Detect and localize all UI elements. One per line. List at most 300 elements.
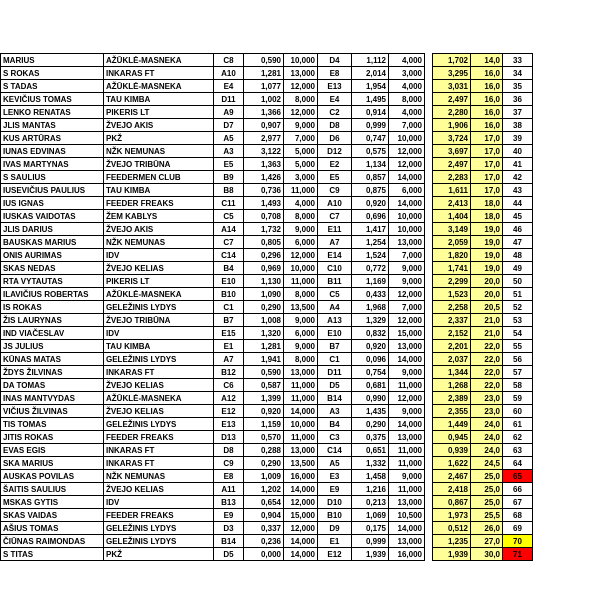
- sector-2-cell: A7: [318, 236, 352, 249]
- sector-2-cell: E2: [318, 158, 352, 171]
- total-weight-cell: 1,344: [433, 366, 471, 379]
- weight-1-cell: 1,399: [244, 392, 284, 405]
- points-2-cell: 7,000: [389, 119, 425, 132]
- total-weight-cell: 1,523: [433, 288, 471, 301]
- team-name-cell: FEEDER FREAKS: [104, 509, 214, 522]
- spacer-cell: [425, 535, 433, 548]
- table-row: [1, 158, 533, 171]
- points-1-cell: 10,000: [284, 262, 318, 275]
- points-1-cell: 16,000: [284, 470, 318, 483]
- weight-1-cell: 0,904: [244, 509, 284, 522]
- sector-2-cell: E1: [318, 535, 352, 548]
- total-weight-cell: 1,611: [433, 184, 471, 197]
- weight-1-cell: 1,008: [244, 314, 284, 327]
- total-weight-cell: 3,149: [433, 223, 471, 236]
- table-row: [1, 366, 533, 379]
- total-points-cell: 16,0: [471, 106, 503, 119]
- team-name-cell: IDV: [104, 327, 214, 340]
- spacer-cell: [425, 184, 433, 197]
- total-points-cell: 30,0: [471, 548, 503, 561]
- total-points-cell: 19,0: [471, 236, 503, 249]
- place-cell: 56: [503, 353, 533, 366]
- points-1-cell: 14,000: [284, 483, 318, 496]
- place-cell: 39: [503, 132, 533, 145]
- results-table: [0, 53, 533, 561]
- weight-1-cell: 0,236: [244, 535, 284, 548]
- total-weight-cell: 2,280: [433, 106, 471, 119]
- participant-name-cell: IS ROKAS: [1, 301, 104, 314]
- weight-1-cell: 1,366: [244, 106, 284, 119]
- team-name-cell: GELEŽINIS LYDYS: [104, 418, 214, 431]
- place-cell: 62: [503, 431, 533, 444]
- sector-2-cell: C3: [318, 431, 352, 444]
- sector-1-cell: B9: [214, 171, 244, 184]
- participant-name-cell: SKAS NEDAS: [1, 262, 104, 275]
- participant-name-cell: KUS ARTŪRAS: [1, 132, 104, 145]
- total-weight-cell: 2,283: [433, 171, 471, 184]
- participant-name-cell: IVAS MARTYNAS: [1, 158, 104, 171]
- table-row: [1, 80, 533, 93]
- place-cell: 55: [503, 340, 533, 353]
- table-row: [1, 379, 533, 392]
- team-name-cell: INKARAS FT: [104, 67, 214, 80]
- weight-1-cell: 2,977: [244, 132, 284, 145]
- sector-2-cell: E8: [318, 67, 352, 80]
- weight-2-cell: 0,651: [352, 444, 389, 457]
- weight-1-cell: 1,732: [244, 223, 284, 236]
- table-row: [1, 509, 533, 522]
- table-row: [1, 340, 533, 353]
- weight-1-cell: 0,708: [244, 210, 284, 223]
- points-1-cell: 11,000: [284, 184, 318, 197]
- table-row: [1, 106, 533, 119]
- place-cell: 64: [503, 457, 533, 470]
- sector-1-cell: D13: [214, 431, 244, 444]
- table-row: [1, 119, 533, 132]
- sector-2-cell: B11: [318, 275, 352, 288]
- total-points-cell: 25,0: [471, 496, 503, 509]
- weight-2-cell: 0,175: [352, 522, 389, 535]
- weight-1-cell: 1,426: [244, 171, 284, 184]
- participant-name-cell: SKA MARIUS: [1, 457, 104, 470]
- spacer-cell: [425, 379, 433, 392]
- points-1-cell: 10,000: [284, 418, 318, 431]
- sector-2-cell: B14: [318, 392, 352, 405]
- participant-name-cell: ŽIS LAURYNAS: [1, 314, 104, 327]
- place-cell: 47: [503, 236, 533, 249]
- participant-name-cell: S ROKAS: [1, 67, 104, 80]
- total-weight-cell: 1,622: [433, 457, 471, 470]
- points-1-cell: 11,000: [284, 431, 318, 444]
- team-name-cell: NŽK NEMUNAS: [104, 145, 214, 158]
- participant-name-cell: IUSKAS VAIDOTAS: [1, 210, 104, 223]
- points-1-cell: 12,000: [284, 249, 318, 262]
- place-cell: 69: [503, 522, 533, 535]
- points-2-cell: 13,000: [389, 340, 425, 353]
- points-2-cell: 11,000: [389, 483, 425, 496]
- total-weight-cell: 2,037: [433, 353, 471, 366]
- table-row: [1, 496, 533, 509]
- participant-name-cell: INAS MANTVYDAS: [1, 392, 104, 405]
- weight-2-cell: 0,875: [352, 184, 389, 197]
- place-cell: 60: [503, 405, 533, 418]
- total-points-cell: 24,0: [471, 431, 503, 444]
- place-cell: 34: [503, 67, 533, 80]
- points-2-cell: 7,000: [389, 249, 425, 262]
- weight-2-cell: 0,375: [352, 431, 389, 444]
- total-weight-cell: 2,389: [433, 392, 471, 405]
- team-name-cell: ŽVEJO KELIAS: [104, 379, 214, 392]
- sector-1-cell: B8: [214, 184, 244, 197]
- sector-2-cell: B10: [318, 509, 352, 522]
- participant-name-cell: KŪNAS MATAS: [1, 353, 104, 366]
- table-row: [1, 457, 533, 470]
- total-weight-cell: 2,355: [433, 405, 471, 418]
- total-points-cell: 17,0: [471, 145, 503, 158]
- weight-1-cell: 0,590: [244, 54, 284, 67]
- points-1-cell: 15,000: [284, 509, 318, 522]
- sector-2-cell: E3: [318, 470, 352, 483]
- team-name-cell: ŽVEJO KELIAS: [104, 405, 214, 418]
- team-name-cell: ŽVEJO KELIAS: [104, 483, 214, 496]
- sector-1-cell: B12: [214, 366, 244, 379]
- weight-1-cell: 1,159: [244, 418, 284, 431]
- points-2-cell: 11,000: [389, 379, 425, 392]
- team-name-cell: TAU KIMBA: [104, 93, 214, 106]
- sector-1-cell: A12: [214, 392, 244, 405]
- spacer-cell: [425, 366, 433, 379]
- total-weight-cell: 1,235: [433, 535, 471, 548]
- points-2-cell: 14,000: [389, 353, 425, 366]
- weight-1-cell: 3,122: [244, 145, 284, 158]
- total-points-cell: 18,0: [471, 197, 503, 210]
- spacer-cell: [425, 392, 433, 405]
- participant-name-cell: KEVIČIUS TOMAS: [1, 93, 104, 106]
- points-2-cell: 9,000: [389, 275, 425, 288]
- table-row: [1, 236, 533, 249]
- points-2-cell: 6,000: [389, 184, 425, 197]
- place-cell: 45: [503, 210, 533, 223]
- total-points-cell: 25,0: [471, 483, 503, 496]
- spacer-cell: [425, 457, 433, 470]
- points-1-cell: 12,000: [284, 496, 318, 509]
- place-cell: 61: [503, 418, 533, 431]
- weight-2-cell: 0,747: [352, 132, 389, 145]
- weight-1-cell: 0,337: [244, 522, 284, 535]
- sector-1-cell: A10: [214, 67, 244, 80]
- points-1-cell: 14,000: [284, 405, 318, 418]
- total-weight-cell: 0,512: [433, 522, 471, 535]
- table-row: [1, 223, 533, 236]
- points-1-cell: 12,000: [284, 80, 318, 93]
- sector-2-cell: E14: [318, 249, 352, 262]
- sector-1-cell: E12: [214, 405, 244, 418]
- spacer-cell: [425, 444, 433, 457]
- team-name-cell: IDV: [104, 496, 214, 509]
- total-points-cell: 24,0: [471, 444, 503, 457]
- sector-2-cell: A5: [318, 457, 352, 470]
- sector-1-cell: E5: [214, 158, 244, 171]
- weight-2-cell: 0,290: [352, 418, 389, 431]
- total-points-cell: 19,0: [471, 262, 503, 275]
- points-2-cell: 10,000: [389, 210, 425, 223]
- weight-2-cell: 2,014: [352, 67, 389, 80]
- table-row: [1, 132, 533, 145]
- sector-2-cell: C2: [318, 106, 352, 119]
- spacer-cell: [425, 418, 433, 431]
- total-points-cell: 25,5: [471, 509, 503, 522]
- place-cell: 65: [503, 470, 533, 483]
- team-name-cell: ŽVEJO TRIBŪNA: [104, 314, 214, 327]
- sector-1-cell: E8: [214, 470, 244, 483]
- total-weight-cell: 1,268: [433, 379, 471, 392]
- total-weight-cell: 2,497: [433, 93, 471, 106]
- place-cell: 41: [503, 158, 533, 171]
- weight-2-cell: 1,216: [352, 483, 389, 496]
- weight-1-cell: 1,363: [244, 158, 284, 171]
- points-2-cell: 13,000: [389, 496, 425, 509]
- table-row: [1, 184, 533, 197]
- total-weight-cell: 1,820: [433, 249, 471, 262]
- team-name-cell: PKŽ: [104, 132, 214, 145]
- total-points-cell: 16,0: [471, 119, 503, 132]
- points-2-cell: 14,000: [389, 418, 425, 431]
- team-name-cell: ŽVEJO AKIS: [104, 223, 214, 236]
- table-row: [1, 288, 533, 301]
- participant-name-cell: JLIS DARIUS: [1, 223, 104, 236]
- table-row: [1, 171, 533, 184]
- table-row: [1, 262, 533, 275]
- team-name-cell: INKARAS FT: [104, 444, 214, 457]
- sector-1-cell: D7: [214, 119, 244, 132]
- place-cell: 68: [503, 509, 533, 522]
- total-points-cell: 25,0: [471, 470, 503, 483]
- participant-name-cell: IUS IGNAS: [1, 197, 104, 210]
- sector-2-cell: B4: [318, 418, 352, 431]
- total-points-cell: 17,0: [471, 171, 503, 184]
- team-name-cell: GELEŽINIS LYDYS: [104, 353, 214, 366]
- place-cell: 38: [503, 119, 533, 132]
- team-name-cell: ŽVEJO TRIBŪNA: [104, 158, 214, 171]
- spacer-cell: [425, 353, 433, 366]
- place-cell: 63: [503, 444, 533, 457]
- weight-2-cell: 0,920: [352, 340, 389, 353]
- weight-2-cell: 0,575: [352, 145, 389, 158]
- points-2-cell: 13,000: [389, 431, 425, 444]
- participant-name-cell: ŠAITIS SAULIUS: [1, 483, 104, 496]
- sector-2-cell: C7: [318, 210, 352, 223]
- total-points-cell: 19,0: [471, 223, 503, 236]
- results-table-body: [1, 54, 533, 561]
- total-points-cell: 23,0: [471, 405, 503, 418]
- points-2-cell: 14,000: [389, 171, 425, 184]
- participant-name-cell: TIS TOMAS: [1, 418, 104, 431]
- sector-1-cell: D11: [214, 93, 244, 106]
- spacer-cell: [425, 262, 433, 275]
- sector-2-cell: E4: [318, 93, 352, 106]
- participant-name-cell: MSKAS GYTIS: [1, 496, 104, 509]
- table-row: [1, 522, 533, 535]
- weight-1-cell: 0,000: [244, 548, 284, 561]
- weight-1-cell: 0,296: [244, 249, 284, 262]
- weight-1-cell: 0,288: [244, 444, 284, 457]
- place-cell: 71: [503, 548, 533, 561]
- table-row: [1, 418, 533, 431]
- sector-2-cell: E9: [318, 483, 352, 496]
- sector-2-cell: E11: [318, 223, 352, 236]
- sector-1-cell: C8: [214, 54, 244, 67]
- total-points-cell: 22,0: [471, 379, 503, 392]
- points-2-cell: 16,000: [389, 548, 425, 561]
- sector-1-cell: B13: [214, 496, 244, 509]
- total-points-cell: 22,0: [471, 340, 503, 353]
- total-points-cell: 21,0: [471, 314, 503, 327]
- place-cell: 35: [503, 80, 533, 93]
- sector-1-cell: A7: [214, 353, 244, 366]
- total-points-cell: 23,0: [471, 392, 503, 405]
- sector-1-cell: E1: [214, 340, 244, 353]
- points-1-cell: 5,000: [284, 158, 318, 171]
- total-points-cell: 24,0: [471, 418, 503, 431]
- place-cell: 58: [503, 379, 533, 392]
- team-name-cell: INKARAS FT: [104, 457, 214, 470]
- sector-2-cell: B7: [318, 340, 352, 353]
- spacer-cell: [425, 106, 433, 119]
- points-2-cell: 10,500: [389, 509, 425, 522]
- spacer-cell: [425, 119, 433, 132]
- participant-name-cell: BAUSKAS MARIUS: [1, 236, 104, 249]
- weight-2-cell: 1,112: [352, 54, 389, 67]
- place-cell: 44: [503, 197, 533, 210]
- total-weight-cell: 1,702: [433, 54, 471, 67]
- points-1-cell: 13,000: [284, 444, 318, 457]
- sector-1-cell: A9: [214, 106, 244, 119]
- sector-2-cell: D8: [318, 119, 352, 132]
- points-2-cell: 14,000: [389, 197, 425, 210]
- table-row: [1, 54, 533, 67]
- spacer-cell: [425, 158, 433, 171]
- total-weight-cell: 2,059: [433, 236, 471, 249]
- sector-1-cell: E10: [214, 275, 244, 288]
- points-1-cell: 11,000: [284, 392, 318, 405]
- points-1-cell: 4,000: [284, 197, 318, 210]
- spacer-cell: [425, 54, 433, 67]
- points-2-cell: 11,000: [389, 457, 425, 470]
- team-name-cell: TAU KIMBA: [104, 340, 214, 353]
- total-weight-cell: 2,418: [433, 483, 471, 496]
- sector-1-cell: B10: [214, 288, 244, 301]
- team-name-cell: TAU KIMBA: [104, 184, 214, 197]
- team-name-cell: PKŽ: [104, 548, 214, 561]
- weight-2-cell: 1,458: [352, 470, 389, 483]
- weight-2-cell: 1,329: [352, 314, 389, 327]
- points-2-cell: 9,000: [389, 262, 425, 275]
- points-1-cell: 14,000: [284, 535, 318, 548]
- weight-1-cell: 1,077: [244, 80, 284, 93]
- sector-2-cell: D10: [318, 496, 352, 509]
- points-2-cell: 12,000: [389, 314, 425, 327]
- weight-2-cell: 0,096: [352, 353, 389, 366]
- weight-2-cell: 1,939: [352, 548, 389, 561]
- spacer-cell: [425, 470, 433, 483]
- sector-1-cell: D3: [214, 522, 244, 535]
- points-2-cell: 8,000: [389, 93, 425, 106]
- points-2-cell: 13,000: [389, 535, 425, 548]
- place-cell: 46: [503, 223, 533, 236]
- weight-2-cell: 0,772: [352, 262, 389, 275]
- points-2-cell: 3,000: [389, 67, 425, 80]
- participant-name-cell: ČIŪNAS RAIMONDAS: [1, 535, 104, 548]
- weight-1-cell: 1,281: [244, 340, 284, 353]
- sector-1-cell: D5: [214, 548, 244, 561]
- weight-1-cell: 1,002: [244, 93, 284, 106]
- participant-name-cell: IUNAS EDVINAS: [1, 145, 104, 158]
- total-weight-cell: 2,497: [433, 158, 471, 171]
- sector-1-cell: B14: [214, 535, 244, 548]
- table-row: [1, 431, 533, 444]
- place-cell: 67: [503, 496, 533, 509]
- table-row: [1, 535, 533, 548]
- sector-2-cell: E10: [318, 327, 352, 340]
- weight-1-cell: 1,009: [244, 470, 284, 483]
- total-weight-cell: 1,939: [433, 548, 471, 561]
- points-2-cell: 4,000: [389, 80, 425, 93]
- table-row: [1, 483, 533, 496]
- sector-1-cell: B7: [214, 314, 244, 327]
- points-1-cell: 13,500: [284, 457, 318, 470]
- points-1-cell: 12,000: [284, 106, 318, 119]
- participant-name-cell: ONIS AURIMAS: [1, 249, 104, 262]
- place-cell: 36: [503, 93, 533, 106]
- total-weight-cell: 1,449: [433, 418, 471, 431]
- participant-name-cell: LENKO RENATAS: [1, 106, 104, 119]
- weight-1-cell: 0,920: [244, 405, 284, 418]
- sector-2-cell: C1: [318, 353, 352, 366]
- spacer-cell: [425, 171, 433, 184]
- points-2-cell: 9,000: [389, 405, 425, 418]
- points-2-cell: 10,000: [389, 223, 425, 236]
- spacer-cell: [425, 483, 433, 496]
- total-points-cell: 27,0: [471, 535, 503, 548]
- team-name-cell: INKARAS FT: [104, 366, 214, 379]
- total-points-cell: 20,0: [471, 288, 503, 301]
- sector-1-cell: E13: [214, 418, 244, 431]
- total-weight-cell: 0,945: [433, 431, 471, 444]
- spacer-cell: [425, 301, 433, 314]
- team-name-cell: IDV: [104, 249, 214, 262]
- place-cell: 66: [503, 483, 533, 496]
- table-row: [1, 392, 533, 405]
- participant-name-cell: AŠIUS TOMAS: [1, 522, 104, 535]
- team-name-cell: GELEŽINIS LYDYS: [104, 535, 214, 548]
- total-points-cell: 22,0: [471, 353, 503, 366]
- points-2-cell: 14,000: [389, 522, 425, 535]
- total-points-cell: 16,0: [471, 67, 503, 80]
- table-row: [1, 93, 533, 106]
- points-1-cell: 8,000: [284, 93, 318, 106]
- total-weight-cell: 1,741: [433, 262, 471, 275]
- weight-1-cell: 0,736: [244, 184, 284, 197]
- points-1-cell: 8,000: [284, 210, 318, 223]
- team-name-cell: AŽŪKLĖ-MASNEKA: [104, 288, 214, 301]
- sector-1-cell: E9: [214, 509, 244, 522]
- sector-2-cell: D9: [318, 522, 352, 535]
- place-cell: 52: [503, 301, 533, 314]
- points-1-cell: 5,000: [284, 145, 318, 158]
- participant-name-cell: RTA VYTAUTAS: [1, 275, 104, 288]
- table-row: [1, 197, 533, 210]
- total-points-cell: 24,5: [471, 457, 503, 470]
